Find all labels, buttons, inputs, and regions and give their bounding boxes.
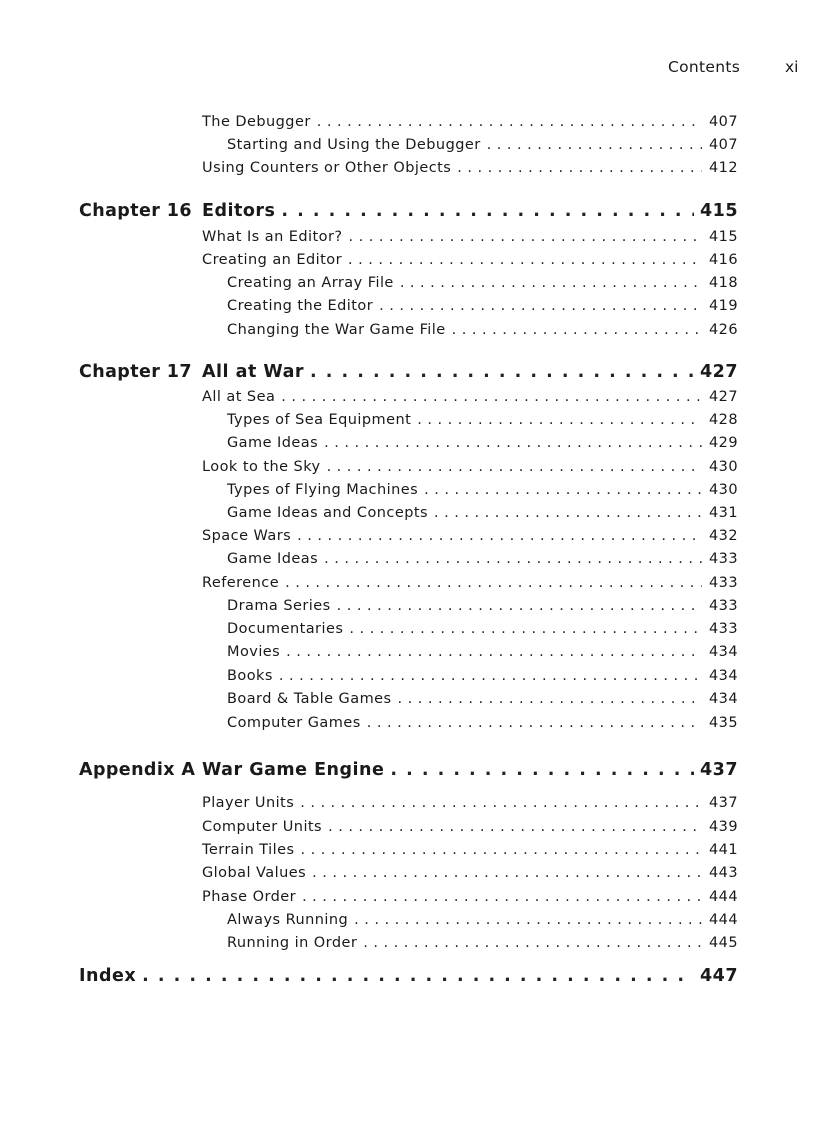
- toc-entry-title: Types of Sea Equipment: [227, 412, 412, 428]
- toc-entry[interactable]: [202, 817, 738, 837]
- index-heading[interactable]: [79, 964, 738, 988]
- index-title: Index: [79, 966, 137, 986]
- toc-subentry[interactable]: [227, 713, 738, 733]
- toc-entry-title: Documentaries: [227, 621, 344, 637]
- toc-entry[interactable]: [202, 387, 738, 407]
- toc-entry-title: Changing the War Game File: [227, 322, 446, 338]
- dot-leader: [434, 503, 702, 523]
- chapter-title: Editors: [202, 201, 276, 221]
- dot-leader: [487, 135, 702, 155]
- appendix-a-label: Appendix A: [79, 760, 196, 780]
- chapter-page: 415: [699, 201, 738, 221]
- dot-leader: [300, 793, 702, 813]
- appendix-a-heading[interactable]: [202, 758, 738, 782]
- dot-leader: [281, 199, 694, 223]
- toc-entry-title: Reference: [202, 575, 280, 591]
- toc-subentry[interactable]: [227, 910, 738, 930]
- toc-entry-title: Creating an Editor: [202, 252, 342, 268]
- toc-subentry[interactable]: [227, 135, 738, 155]
- dot-leader: [286, 642, 702, 662]
- toc-entry-title: Drama Series: [227, 598, 331, 614]
- chapter-title: All at War: [202, 362, 305, 382]
- toc-entry-page: 445: [708, 935, 738, 951]
- dot-leader: [379, 296, 702, 316]
- toc-entry-title: The Debugger: [202, 114, 311, 130]
- dot-leader: [328, 817, 702, 837]
- dot-leader: [327, 457, 702, 477]
- toc-subentry[interactable]: [227, 642, 738, 662]
- toc-subentry[interactable]: [227, 549, 738, 569]
- dot-leader: [324, 433, 702, 453]
- toc-subentry[interactable]: [227, 666, 738, 686]
- toc-entry-page: 407: [708, 137, 738, 153]
- toc-subentry[interactable]: [227, 619, 738, 639]
- toc-entry[interactable]: [202, 863, 738, 883]
- dot-leader: [312, 863, 702, 883]
- running-head-page-number: xi: [785, 58, 799, 76]
- chapter-page: 437: [699, 760, 738, 780]
- toc-entry-page: 441: [708, 842, 738, 858]
- toc-entry-page: 429: [708, 435, 738, 451]
- toc-entry-page: 444: [708, 889, 738, 905]
- toc-entry-page: 407: [708, 114, 738, 130]
- toc-subentry[interactable]: [227, 296, 738, 316]
- toc-subentry[interactable]: [227, 320, 738, 340]
- toc-entry-page: 419: [708, 298, 738, 314]
- dot-leader: [452, 320, 702, 340]
- dot-leader: [337, 596, 702, 616]
- toc-entry-page: 434: [708, 691, 738, 707]
- toc-entry[interactable]: [202, 887, 738, 907]
- toc-entry-title: Types of Flying Machines: [227, 482, 419, 498]
- toc-entry-title: Books: [227, 668, 273, 684]
- toc-entry-page: 433: [708, 621, 738, 637]
- dot-leader: [363, 933, 702, 953]
- dot-leader: [417, 410, 702, 430]
- dot-leader: [457, 158, 702, 178]
- dot-leader: [390, 758, 694, 782]
- toc-entry-title: Look to the Sky: [202, 459, 321, 475]
- chapter-page: 427: [699, 362, 738, 382]
- toc-entry-page: 434: [708, 644, 738, 660]
- toc-entry-title: Global Values: [202, 865, 307, 881]
- toc-subentry[interactable]: [227, 933, 738, 953]
- chapter-16-heading[interactable]: [202, 199, 738, 223]
- dot-leader: [279, 666, 702, 686]
- dot-leader: [285, 573, 702, 593]
- toc-entry-page: 433: [708, 551, 738, 567]
- toc-entry[interactable]: [202, 526, 738, 546]
- toc-entry-title: Always Running: [227, 912, 349, 928]
- toc-entry-title: Starting and Using the Debugger: [227, 137, 481, 153]
- chapter-16-label: Chapter 16: [79, 201, 192, 221]
- chapter-17-label: Chapter 17: [79, 362, 192, 382]
- dot-leader: [349, 227, 702, 247]
- index-page: 447: [699, 966, 738, 986]
- toc-entry-title: Board & Table Games: [227, 691, 392, 707]
- toc-entry-page: 416: [708, 252, 738, 268]
- toc-entry[interactable]: [202, 840, 738, 860]
- dot-leader: [354, 910, 702, 930]
- toc-subentry[interactable]: [227, 503, 738, 523]
- toc-entry-title: Creating the Editor: [227, 298, 374, 314]
- toc-entry-page: 430: [708, 459, 738, 475]
- toc-entry[interactable]: [202, 227, 738, 247]
- toc-entry-page: 431: [708, 505, 738, 521]
- dot-leader: [398, 689, 702, 709]
- toc-entry-title: Game Ideas and Concepts: [227, 505, 428, 521]
- toc-entry-page: 434: [708, 668, 738, 684]
- dot-leader: [324, 549, 702, 569]
- toc-entry-page: 437: [708, 795, 738, 811]
- toc-entry-page: 439: [708, 819, 738, 835]
- toc-subentry[interactable]: [227, 596, 738, 616]
- toc-entry[interactable]: [202, 112, 738, 132]
- dot-leader: [317, 112, 702, 132]
- chapter-title: War Game Engine: [202, 760, 385, 780]
- toc-entry-page: 418: [708, 275, 738, 291]
- toc-subentry[interactable]: [227, 480, 738, 500]
- dot-leader: [297, 526, 702, 546]
- toc-entry-page: 412: [708, 160, 738, 176]
- toc-entry-page: 427: [708, 389, 738, 405]
- toc-entry-title: Using Counters or Other Objects: [202, 160, 452, 176]
- toc-entry-page: 443: [708, 865, 738, 881]
- toc-entry[interactable]: [202, 573, 738, 593]
- dot-leader: [367, 713, 702, 733]
- toc-subentry[interactable]: [227, 433, 738, 453]
- toc-entry[interactable]: [202, 250, 738, 270]
- toc-entry-title: Phase Order: [202, 889, 297, 905]
- toc-subentry[interactable]: [227, 273, 738, 293]
- toc-entry[interactable]: [202, 158, 738, 178]
- toc-subentry[interactable]: [227, 689, 738, 709]
- toc-entry-page: 435: [708, 715, 738, 731]
- toc-entry-page: 433: [708, 575, 738, 591]
- dot-leader: [424, 480, 702, 500]
- toc-entry-title: Computer Units: [202, 819, 323, 835]
- dot-leader: [310, 360, 694, 384]
- toc-entry-page: 432: [708, 528, 738, 544]
- toc-entry-page: 444: [708, 912, 738, 928]
- toc-subentry[interactable]: [227, 410, 738, 430]
- dot-leader: [142, 964, 694, 988]
- toc-entry[interactable]: [202, 457, 738, 477]
- toc-entry-page: 433: [708, 598, 738, 614]
- toc-entry-title: Game Ideas: [227, 435, 319, 451]
- toc-entry-page: 426: [708, 322, 738, 338]
- toc-entry-title: Space Wars: [202, 528, 292, 544]
- dot-leader: [301, 840, 703, 860]
- toc-entry-page: 430: [708, 482, 738, 498]
- dot-leader: [400, 273, 702, 293]
- dot-leader: [302, 887, 702, 907]
- toc-entry[interactable]: [202, 793, 738, 813]
- toc-entry-title: What Is an Editor?: [202, 229, 343, 245]
- toc-entry-page: 415: [708, 229, 738, 245]
- toc-entry-title: Computer Games: [227, 715, 361, 731]
- dot-leader: [281, 387, 702, 407]
- toc-entry-title: Player Units: [202, 795, 295, 811]
- toc-entry-title: Running in Order: [227, 935, 358, 951]
- dot-leader: [348, 250, 702, 270]
- toc-entry-title: All at Sea: [202, 389, 276, 405]
- chapter-17-heading[interactable]: [202, 360, 738, 384]
- dot-leader: [349, 619, 702, 639]
- toc-entry-title: Movies: [227, 644, 281, 660]
- toc-entry-title: Terrain Tiles: [202, 842, 295, 858]
- toc-entry-title: Game Ideas: [227, 551, 319, 567]
- toc-entry-page: 428: [708, 412, 738, 428]
- running-head-section: Contents: [668, 58, 741, 76]
- toc-entry-title: Creating an Array File: [227, 275, 394, 291]
